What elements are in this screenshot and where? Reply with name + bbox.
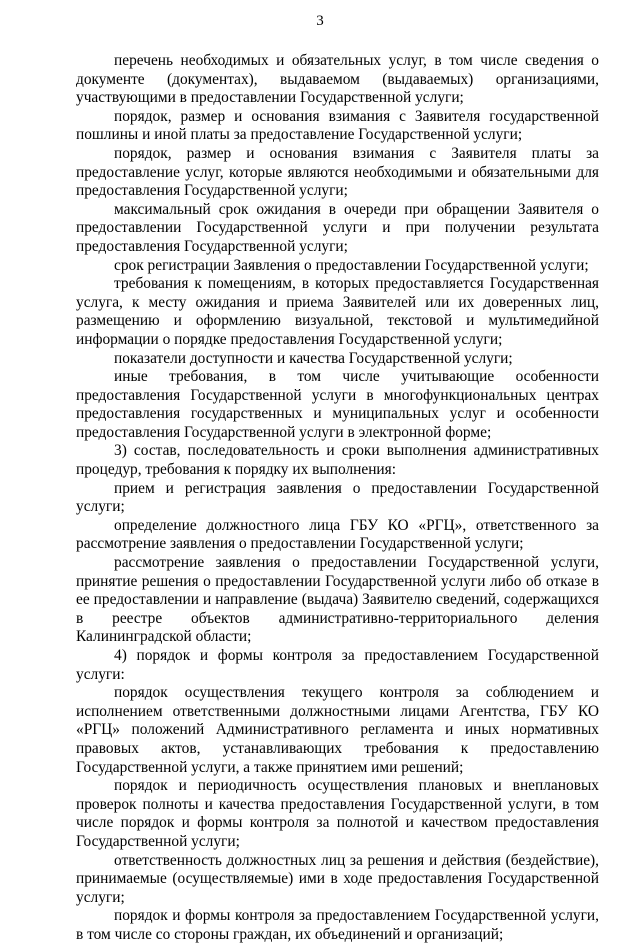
paragraph: требования к помещениям, в которых предоставляется Государственная услуга, к месту ожидания и приема Заявителей или их доверенных лиц, размещению и оформлению визуальной, текстовой и мультимедийной информации о порядке предоставления Государственной услуги; <box>76 275 599 348</box>
paragraph: 4) порядок и формы контроля за предоставлением Государственной услуги: <box>76 647 599 683</box>
paragraph: порядок осуществления текущего контроля за соблюдением и исполнением ответственными должностными лицами Агентства, ГБУ КО «РГЦ» положений Административного регламента и иных нормативных правовых актов, устанавливающих требования к предоставлению Государственной услуги, а также принятием ими решений; <box>76 684 599 776</box>
paragraph: рассмотрение заявления о предоставлении Государственной услуги, принятие решения о предоставлении Государственной услуги либо об отказе в ее предоставлении и направление (выдача) Заявителю сведений, содержащихся в реестре объектов административно-территориального деления Калининградской области; <box>76 554 599 646</box>
paragraph: определение должностного лица ГБУ КО «РГЦ», ответственного за рассмотрение заявления о предоставлении Государственной услуги; <box>76 516 599 553</box>
paragraph: 3) состав, последовательность и сроки выполнения административных процедур, требования к порядку их выполнения: <box>76 442 599 479</box>
paragraph: иные требования, в том числе учитывающие особенности предоставления Государственной услуги в многофункциональных центрах предоставления государственных и муниципальных услуг и особенности предоставления Государственной услуги в электронной форме; <box>76 368 599 441</box>
paragraph: порядок, размер и основания взимания с Заявителя государственной пошлины и иной платы за предоставление Государственной услуги; <box>76 107 599 144</box>
paragraph: ответственность должностных лиц за решения и действия (бездействие), принимаемые (осуществляемые) ими в ходе предоставления Государственной услуги; <box>76 851 599 906</box>
paragraph: порядок, размер и основания взимания с Заявителя платы за предоставление услуг, которые являются необходимыми и обязательными для предоставления Государственной услуги; <box>76 144 599 200</box>
paragraph: срок регистрации Заявления о предоставлении Государственной услуги; <box>114 256 589 274</box>
paragraph: порядок и формы контроля за предоставлением Государственной услуги, в том числе со стороны граждан, их объединений и организаций; <box>76 907 599 943</box>
page-number: 3 <box>316 13 324 29</box>
paragraph: максимальный срок ожидания в очереди при обращении Заявителя о предоставлении Государственной услуги и при получении результата предоставления Государственной услуги; <box>76 200 599 255</box>
paragraph: перечень необходимых и обязательных услуг, в том числе сведения о документе (документах), выдаваемом (выдаваемых) организациями, участвующими в предоставлении Государственной услуги; <box>76 52 599 107</box>
paragraph: порядок и периодичность осуществления плановых и внеплановых проверок полноты и качества предоставления Государственной услуги, в том числе порядок и формы контроля за полнотой и качеством предоставления Государственной услуги; <box>76 777 599 850</box>
paragraph: показатели доступности и качества Государственной услуги; <box>114 349 513 367</box>
paragraph: прием и регистрация заявления о предоставлении Государственной услуги; <box>76 479 599 516</box>
document-body <box>76 52 599 945</box>
